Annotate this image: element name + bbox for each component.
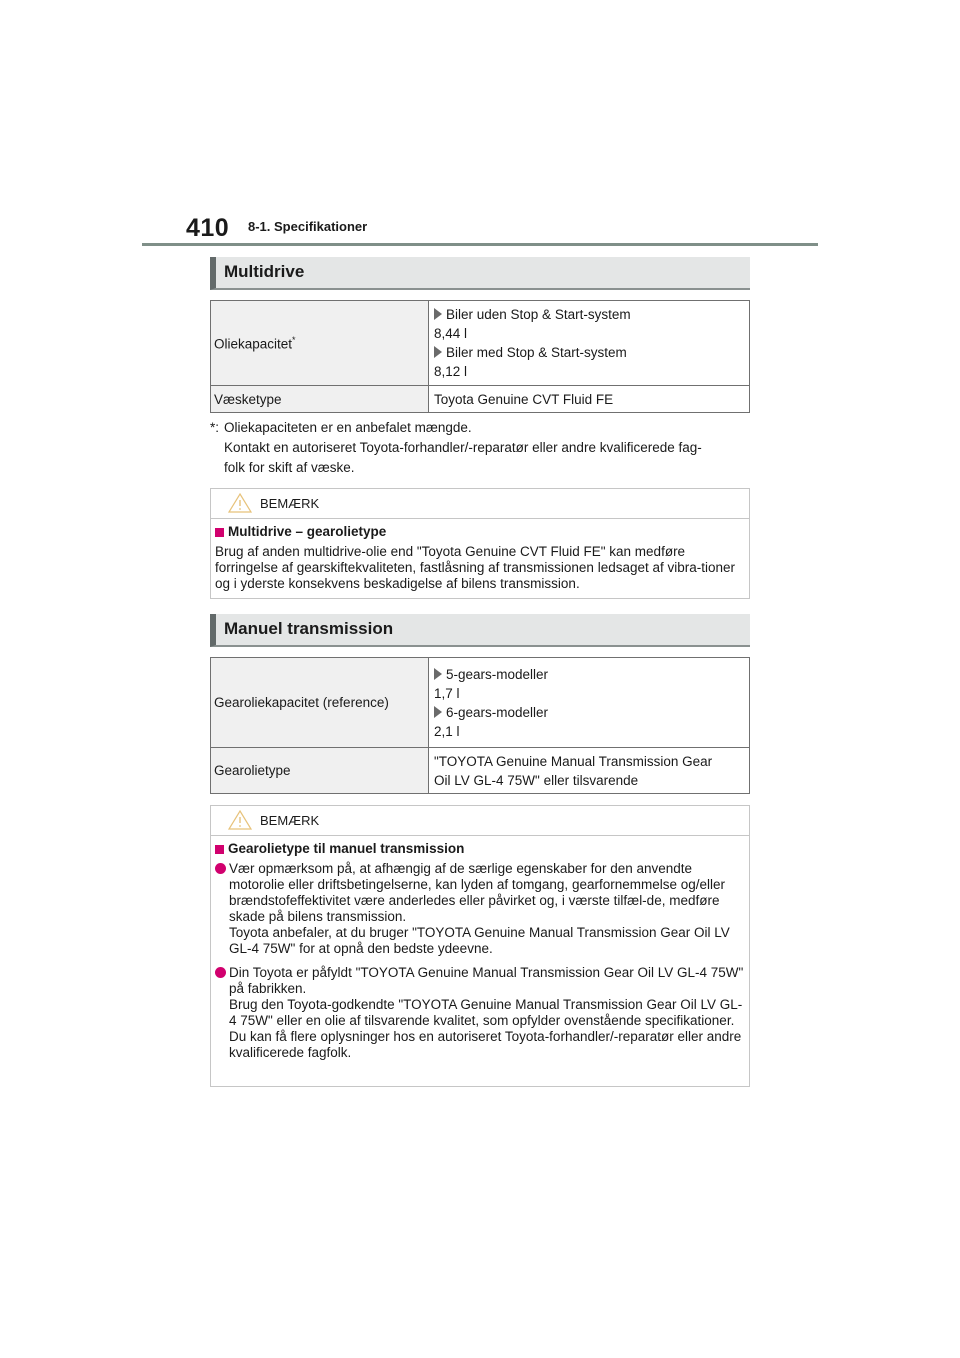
page-number: 410 [186,214,230,242]
list-item [215,861,745,957]
table-value-cell [429,658,750,748]
list-item: Biler uden Stop & Start-system [434,305,745,324]
notice-title: BEMÆRK [260,496,320,511]
footnote-text: folk for skift af væske. [224,460,355,475]
round-bullet-icon [215,967,226,978]
table-label-cell: Oliekapacitet* [211,301,429,386]
multidrive-spec-table [210,300,750,413]
round-bullet-icon [215,863,226,874]
list-item: 1,7 l [434,685,460,701]
notice-body [211,836,749,1077]
notice-text: Du kan få flere oplysninger hos en autoriseret Toyota-forhandler/-reparatør eller andre kvalificerede fagfolk. [229,1029,742,1060]
square-bullet-icon [215,528,224,537]
header-rule [142,243,818,246]
notice-text: Vær opmærksom på, at afhængig af de særlige egenskaber for den anvendte motorolie eller driftsbetingelserne, kan lyden af tomgang, gearfornemmelse og/eller brændstofeffektivitet være anderledes eller påvirket og, i værste tilfæl-de, medføre skade på bilens transmission. [229,861,726,924]
notice-header [211,806,749,836]
triangle-bullet-icon [434,346,442,358]
warning-triangle-icon [227,492,253,514]
list-item: 2,1 l [434,723,460,739]
table-row [211,386,750,413]
notice-subheading: Multidrive – gearolietype [215,524,745,540]
list-item: 6-gears-modeller [434,703,745,722]
section-title: Multidrive [224,262,305,281]
warning-triangle-icon [227,809,253,831]
notice-title: BEMÆRK [260,813,320,828]
table-row [211,748,750,794]
notice-body [211,519,749,600]
table-label-cell: Gearoliekapacitet (reference) [211,658,429,748]
list-item [215,965,745,1061]
footnote-text: Kontakt en autoriseret Toyota-forhandler/-reparatør eller andre kvalificerede fag- [224,440,702,455]
footnote-text: Oliekapaciteten er en anbefalet mængde. [224,420,472,435]
notice-box [210,805,750,1087]
table-label-cell: Gearolietype [211,748,429,794]
list-item: 8,12 l [434,364,468,379]
footnote-mark: *: [210,420,220,435]
table-value-cell: Toyota Genuine CVT Fluid FE [429,386,750,413]
section-heading-manual [210,614,750,647]
notice-header [211,489,749,519]
notice-text: Brug af anden multidrive-olie end "Toyota Genuine CVT Fluid FE" kan medføre forringelse af gearskiftekvaliteten, fastlåsning af transmissionen ledsaget af vibra-tioner og i yderste konsekvens beskadigelse af bilens transmission. [215,544,736,591]
triangle-bullet-icon [434,308,442,320]
notice-text: Din Toyota er påfyldt "TOYOTA Genuine Manual Transmission Gear Oil LV GL-4 75W" på fabrikken. [229,965,744,996]
table-value-cell: "TOYOTA Genuine Manual Transmission Gear Oil LV GL-4 75W" eller tilsvarende [429,748,750,794]
manual-spec-table [210,657,750,794]
notice-box [210,488,750,599]
section-title: Manuel transmission [224,619,394,638]
notice-text: Toyota anbefaler, at du bruger "TOYOTA Genuine Manual Transmission Gear Oil LV GL-4 75W" for at opnå den bedste ydeevne. [229,925,730,956]
table-value-cell [429,301,750,386]
notice-text: Brug den Toyota-godkendte "TOYOTA Genuine Manual Transmission Gear Oil LV GL-4 75W" eller en olie af tilsvarende kvalitet, som opfylder ovenstående specifikationer. [229,997,743,1028]
table-label-cell: Væsketype [211,386,429,413]
table-row [211,658,750,748]
footnote [210,418,750,478]
section-heading-multidrive [210,257,750,290]
list-item: 8,44 l [434,326,468,341]
notice-subheading: Gearolietype til manuel transmission [215,841,745,857]
triangle-bullet-icon [434,668,442,680]
square-bullet-icon [215,845,224,854]
list-item: 5-gears-modeller [434,665,745,684]
triangle-bullet-icon [434,706,442,718]
table-row [211,301,750,386]
list-item: Biler med Stop & Start-system [434,343,745,362]
running-header: 8-1. Specifikationer [248,219,368,234]
